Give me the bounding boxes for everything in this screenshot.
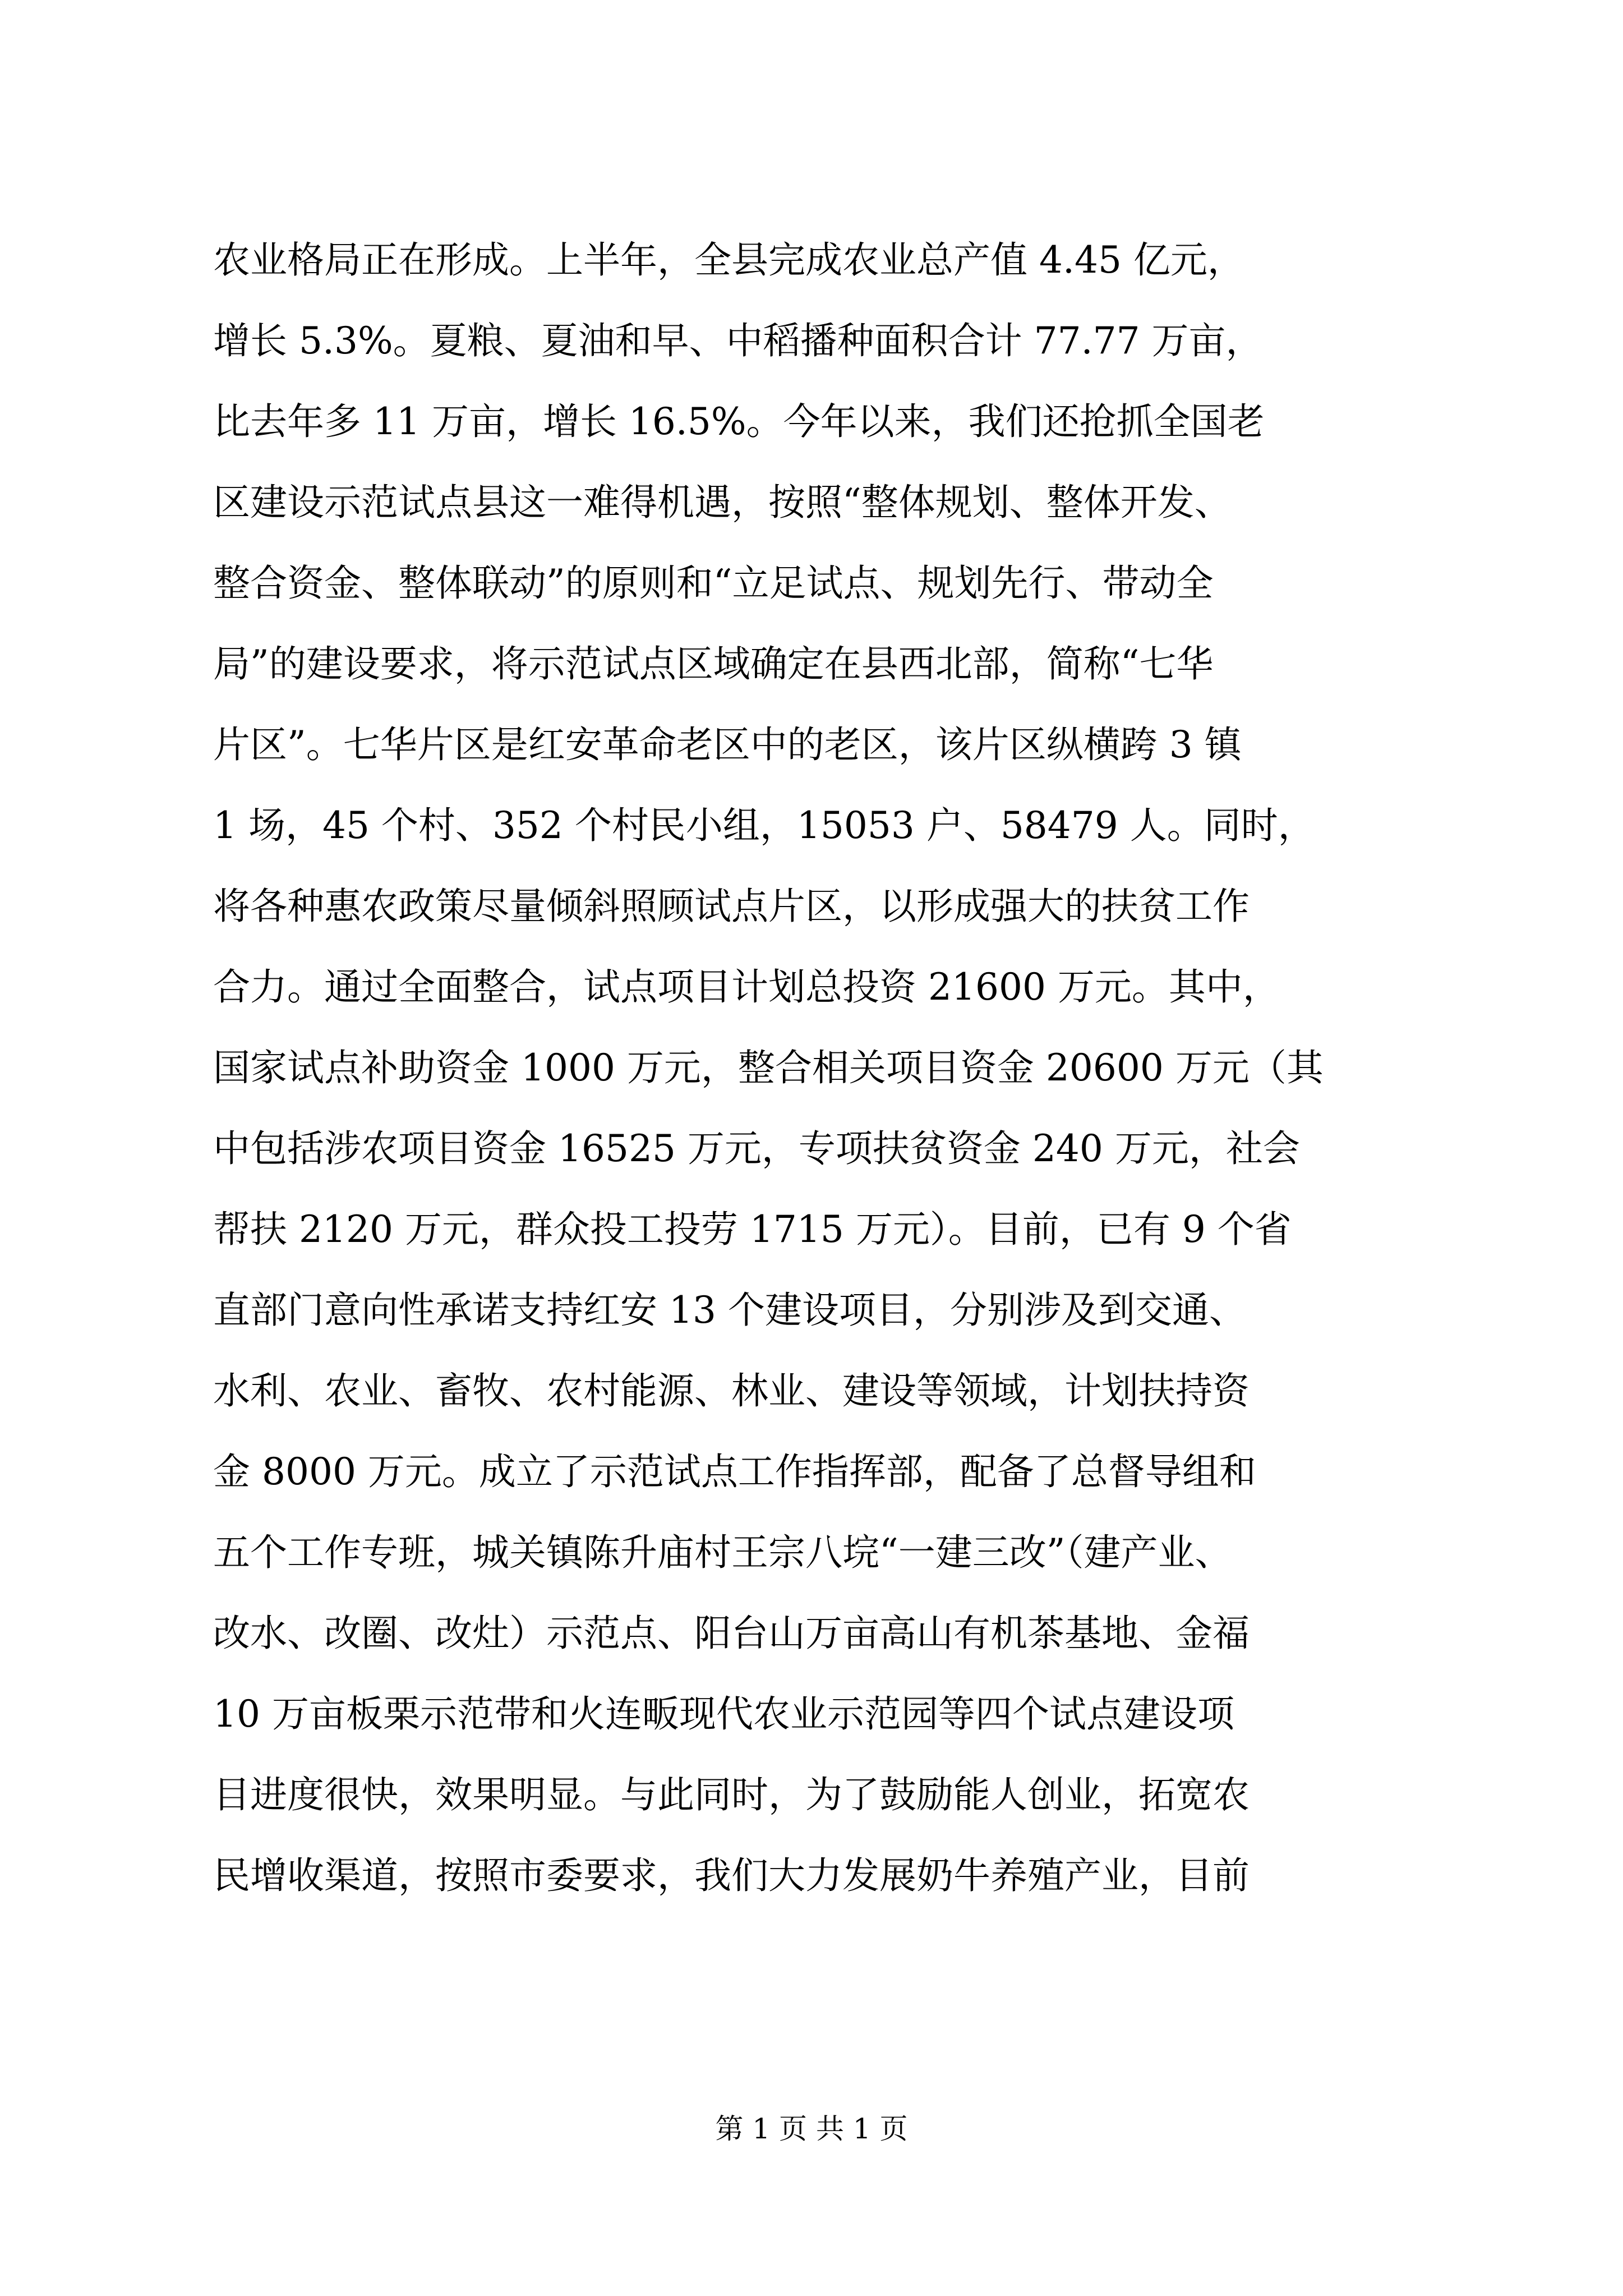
text-line-2: 增长 5.3%。夏粮、夏油和早、中稻播种面积合计 77.77 万亩， (213, 319, 1263, 362)
body-text (213, 220, 1424, 1916)
page-number-footer: 第 1 页 共 1 页 (715, 2113, 908, 2145)
text-line-8: 1 场，45 个村、352 个村民小组，15053 户、58479 人。同时， (213, 804, 1315, 847)
text-line-10: 合力。通过全面整合，试点项目计划总投资 21600 万元。其中， (213, 965, 1280, 1009)
text-line-15: 水利、农业、畜牧、农村能源、林业、建设等领域，计划扶持资 (213, 1369, 1249, 1412)
text-line-12: 中包括涉农项目资金 16525 万元，专项扶贫资金 240 万元，社会 (213, 1127, 1300, 1170)
text-line-7: 片区”。七华片区是红安革命老区中的老区，该片区纵横跨 3 镇 (213, 723, 1242, 766)
text-line-5: 整合资金、整体联动”的原则和“立足试点、规划先行、带动全 (213, 562, 1214, 605)
text-line-6: 局”的建设要求，将示范试点区域确定在县西北部，简称“七华 (213, 642, 1214, 685)
text-line-3: 比去年多 11 万亩，增长 16.5%。今年以来，我们还抢抓全国老 (213, 400, 1265, 443)
text-line-20: 目进度很快，效果明显。与此同时，为了鼓励能人创业，拓宽农 (213, 1773, 1249, 1816)
text-line-1: 农业格局正在形成。上半年，全县完成农业总产值 4.45 亿元， (213, 238, 1244, 282)
text-line-4: 区建设示范试点县这一难得机遇，按照“整体规划、整体开发、 (213, 481, 1232, 524)
text-line-16: 金 8000 万元。成立了示范试点工作指挥部，配备了总督导组和 (213, 1450, 1256, 1493)
text-line-14: 直部门意向性承诺支持红安 13 个建设项目，分别涉及到交通、 (213, 1289, 1246, 1332)
text-line-18: 改水、改圈、改灶）示范点、阳台山万亩高山有机茶基地、金福 (213, 1612, 1249, 1655)
text-line-19: 10 万亩板栗示范带和火连畈现代农业示范园等四个试点建设项 (213, 1692, 1234, 1736)
text-line-17: 五个工作专班，城关镇陈升庙村王宗八垸“一建三改”（建产业、 (213, 1531, 1232, 1574)
text-line-9: 将各种惠农政策尽量倾斜照顾试点片区，以形成强大的扶贫工作 (213, 885, 1249, 928)
text-line-11: 国家试点补助资金 1000 万元，整合相关项目资金 20600 万元（其 (213, 1046, 1324, 1089)
text-line-21: 民增收渠道，按照市委要求，我们大力发展奶牛养殖产业，目前 (213, 1854, 1249, 1897)
text-line-13: 帮扶 2120 万元，群众投工投劳 1715 万元）。目前，已有 9 个省 (213, 1208, 1292, 1251)
